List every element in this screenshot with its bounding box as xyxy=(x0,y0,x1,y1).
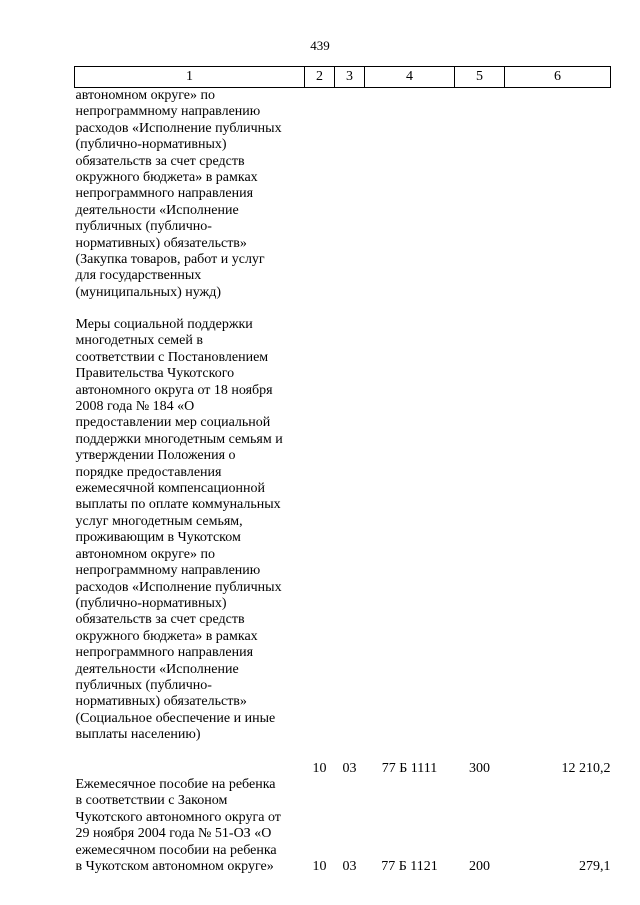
row-type xyxy=(455,88,505,318)
row-subsection xyxy=(335,88,365,318)
row-type: 300 xyxy=(469,760,490,776)
row-description: автономном округе» по непрограммному направлению расходов «Исполнение публичных (публично-нормативных) обязательств за счет средств окружного бюджета» в рамках непрограммного направления деятельности «Исполнение публичных (публично- нормативных) обязательств» (Закупка товаров, работ и услуг для государственных (муниципальных) нужд) xyxy=(75,88,282,300)
row-code: 77 Б 1121 xyxy=(381,859,438,875)
row-amount: 12 210,2 xyxy=(561,760,611,776)
header-col-3: 3 xyxy=(335,67,365,88)
row-type: 200 xyxy=(469,859,490,875)
header-col-5: 5 xyxy=(455,67,505,88)
row-subsection: 03 xyxy=(342,760,357,776)
table-row xyxy=(75,777,611,875)
row-amount xyxy=(505,88,611,318)
budget-table xyxy=(74,66,611,875)
header-col-6: 6 xyxy=(505,67,611,88)
row-description: Ежемесячное пособие на ребенка в соответствии с Законом Чукотского автономного округа от 29 ноября 2004 года № 51-ОЗ «О ежемесячном пособии на ребенка в Чукотском автономном округе» xyxy=(75,777,281,875)
header-col-2: 2 xyxy=(305,67,335,88)
row-code xyxy=(365,88,455,318)
row-code: 77 Б 1111 xyxy=(381,760,438,776)
row-section xyxy=(305,88,335,318)
row-section: 10 xyxy=(312,760,327,776)
table-row xyxy=(75,317,611,777)
row-description: Меры социальной поддержки многодетных семей в соответствии с Постановлением Правительства Чукотского автономного округа от 18 ноября 2008 года № 184 «О предоставлении мер социальной поддержки многодетным семьям и утверждении Положения о порядке предоставления ежемесячной компенсационной выплаты по оплате коммунальных услуг многодетным семьям, проживающим в Чукотском автономном округе» по непрограммному направлению расходов «Исполнение публичных (публично-нормативных) обязательств за счет средств окружного бюджета» в рамках непрограммного направления деятельности «Исполнение публичных (публично- нормативных) обязательств» (Социальное обеспечение и иные выплаты населению) xyxy=(75,317,283,743)
row-section: 10 xyxy=(312,859,327,875)
page-number: 439 xyxy=(310,38,330,53)
row-amount: 279,1 xyxy=(579,859,611,875)
row-subsection: 03 xyxy=(342,859,357,875)
header-row xyxy=(75,67,611,88)
header-col-1: 1 xyxy=(75,67,305,88)
table-row xyxy=(75,88,611,318)
header-col-4: 4 xyxy=(365,67,455,88)
